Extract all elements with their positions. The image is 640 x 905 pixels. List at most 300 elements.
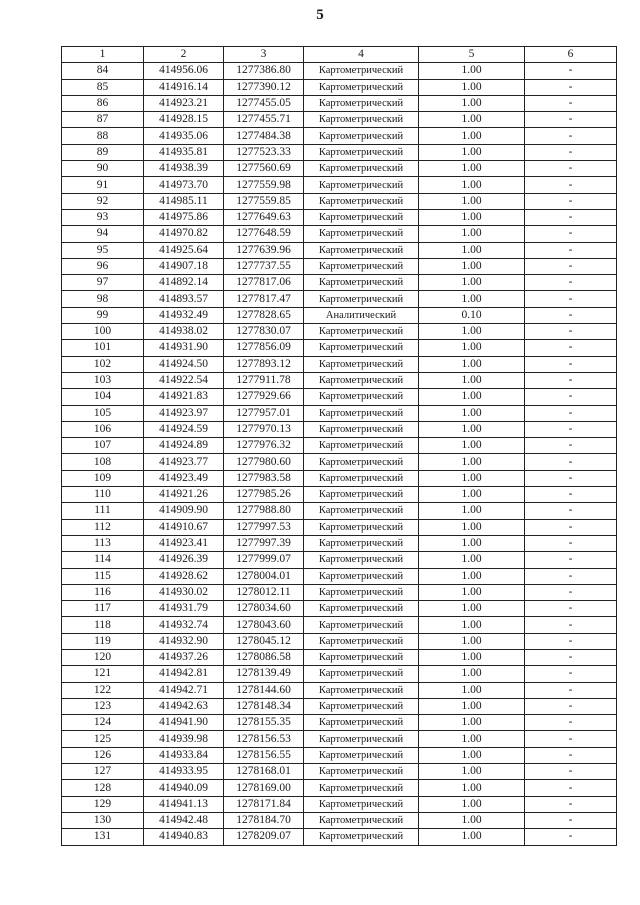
table-row — [62, 698, 617, 714]
table-cell-col-1: 107 — [62, 438, 144, 454]
table-cell-col-1: 119 — [62, 633, 144, 649]
table-cell-col-6: - — [525, 698, 617, 714]
table-cell-col-1: 116 — [62, 584, 144, 600]
table-cell-col-3: 1277639.96 — [224, 242, 304, 258]
table-cell-col-5: 1.00 — [419, 747, 525, 763]
table-cell-col-4: Картометрический — [304, 601, 419, 617]
table-cell-col-5: 1.00 — [419, 193, 525, 209]
table-row — [62, 649, 617, 665]
table-cell-col-3: 1278148.34 — [224, 698, 304, 714]
table-cell-col-3: 1278168.01 — [224, 764, 304, 780]
column-header-5: 5 — [419, 47, 525, 63]
table-cell-col-2: 414975.86 — [144, 209, 224, 225]
table-cell-col-2: 414921.26 — [144, 487, 224, 503]
table-cell-col-6: - — [525, 633, 617, 649]
table-cell-col-5: 1.00 — [419, 519, 525, 535]
table-cell-col-2: 414940.83 — [144, 829, 224, 845]
table-cell-col-4: Картометрический — [304, 258, 419, 274]
table-cell-col-5: 1.00 — [419, 128, 525, 144]
table-cell-col-6: - — [525, 79, 617, 95]
table-cell-col-3: 1277980.60 — [224, 454, 304, 470]
table-cell-col-1: 104 — [62, 389, 144, 405]
table-cell-col-6: - — [525, 372, 617, 388]
page-number: 5 — [316, 7, 324, 23]
table-cell-col-2: 414923.49 — [144, 470, 224, 486]
table-cell-col-2: 414924.50 — [144, 356, 224, 372]
table-cell-col-3: 1277999.07 — [224, 552, 304, 568]
table-row — [62, 584, 617, 600]
table-cell-col-6: - — [525, 340, 617, 356]
table-cell-col-5: 1.00 — [419, 405, 525, 421]
table-row — [62, 177, 617, 193]
table-cell-col-1: 108 — [62, 454, 144, 470]
table-cell-col-5: 1.00 — [419, 568, 525, 584]
table-cell-col-3: 1277560.69 — [224, 161, 304, 177]
table-row — [62, 128, 617, 144]
table-cell-col-2: 414923.97 — [144, 405, 224, 421]
table-cell-col-3: 1278184.70 — [224, 812, 304, 828]
table-cell-col-4: Картометрический — [304, 291, 419, 307]
table-cell-col-4: Картометрический — [304, 128, 419, 144]
table-cell-col-3: 1277929.66 — [224, 389, 304, 405]
table-cell-col-2: 414931.79 — [144, 601, 224, 617]
table-cell-col-3: 1277985.26 — [224, 487, 304, 503]
table-cell-col-4: Картометрический — [304, 324, 419, 340]
table-cell-col-6: - — [525, 454, 617, 470]
table-cell-col-6: - — [525, 829, 617, 845]
table-cell-col-1: 125 — [62, 731, 144, 747]
table-cell-col-1: 96 — [62, 258, 144, 274]
table-row — [62, 487, 617, 503]
table-row — [62, 95, 617, 111]
table-cell-col-5: 1.00 — [419, 601, 525, 617]
table-cell-col-5: 1.00 — [419, 291, 525, 307]
table-row — [62, 112, 617, 128]
table-cell-col-2: 414939.98 — [144, 731, 224, 747]
table-row — [62, 682, 617, 698]
table-cell-col-1: 110 — [62, 487, 144, 503]
table-row — [62, 324, 617, 340]
table-cell-col-3: 1277386.80 — [224, 63, 304, 79]
table-cell-col-4: Картометрический — [304, 177, 419, 193]
table-cell-col-3: 1277455.71 — [224, 112, 304, 128]
table-cell-col-4: Картометрический — [304, 275, 419, 291]
table-cell-col-1: 98 — [62, 291, 144, 307]
table-cell-col-5: 1.00 — [419, 438, 525, 454]
table-cell-col-2: 414942.81 — [144, 666, 224, 682]
table-row — [62, 63, 617, 79]
table-cell-col-5: 1.00 — [419, 340, 525, 356]
table-row — [62, 552, 617, 568]
table-cell-col-1: 120 — [62, 649, 144, 665]
column-header-2: 2 — [144, 47, 224, 63]
table-cell-col-5: 1.00 — [419, 95, 525, 111]
table-row — [62, 747, 617, 763]
coordinates-table — [61, 46, 617, 846]
table-cell-col-2: 414932.90 — [144, 633, 224, 649]
table-cell-col-5: 1.00 — [419, 161, 525, 177]
table-cell-col-2: 414910.67 — [144, 519, 224, 535]
table-cell-col-5: 1.00 — [419, 258, 525, 274]
table-cell-col-1: 128 — [62, 780, 144, 796]
table-cell-col-3: 1277893.12 — [224, 356, 304, 372]
table-cell-col-2: 414940.09 — [144, 780, 224, 796]
table-cell-col-5: 1.00 — [419, 356, 525, 372]
table-row — [62, 438, 617, 454]
table-cell-col-3: 1278155.35 — [224, 715, 304, 731]
table-cell-col-4: Картометрический — [304, 796, 419, 812]
table-cell-col-4: Картометрический — [304, 568, 419, 584]
table-cell-col-6: - — [525, 780, 617, 796]
table-cell-col-1: 92 — [62, 193, 144, 209]
table-cell-col-1: 111 — [62, 503, 144, 519]
table-cell-col-1: 126 — [62, 747, 144, 763]
table-row — [62, 258, 617, 274]
table-cell-col-4: Картометрический — [304, 617, 419, 633]
table-cell-col-4: Картометрический — [304, 242, 419, 258]
table-cell-col-3: 1277983.58 — [224, 470, 304, 486]
table-cell-col-2: 414933.84 — [144, 747, 224, 763]
column-header-1: 1 — [62, 47, 144, 63]
table-row — [62, 161, 617, 177]
table-cell-col-3: 1277988.80 — [224, 503, 304, 519]
table-cell-col-6: - — [525, 144, 617, 160]
table-cell-col-4: Картометрический — [304, 63, 419, 79]
table-cell-col-4: Картометрический — [304, 731, 419, 747]
table-cell-col-4: Картометрический — [304, 372, 419, 388]
table-cell-col-3: 1278043.60 — [224, 617, 304, 633]
table-row — [62, 503, 617, 519]
table-cell-col-4: Картометрический — [304, 487, 419, 503]
table-cell-col-1: 130 — [62, 812, 144, 828]
table-cell-col-3: 1277648.59 — [224, 226, 304, 242]
table-row — [62, 454, 617, 470]
table-cell-col-4: Картометрический — [304, 389, 419, 405]
table-cell-col-2: 414956.06 — [144, 63, 224, 79]
table-cell-col-6: - — [525, 242, 617, 258]
table-cell-col-3: 1277559.98 — [224, 177, 304, 193]
table-cell-col-1: 85 — [62, 79, 144, 95]
table-cell-col-6: - — [525, 112, 617, 128]
table-cell-col-5: 1.00 — [419, 470, 525, 486]
table-cell-col-1: 115 — [62, 568, 144, 584]
table-cell-col-4: Картометрический — [304, 649, 419, 665]
table-cell-col-1: 91 — [62, 177, 144, 193]
table-cell-col-6: - — [525, 764, 617, 780]
header-row — [62, 47, 617, 63]
table-cell-col-5: 1.00 — [419, 649, 525, 665]
table-cell-col-4: Картометрический — [304, 79, 419, 95]
table-cell-col-2: 414923.21 — [144, 95, 224, 111]
table-cell-col-3: 1277817.47 — [224, 291, 304, 307]
table-cell-col-2: 414916.14 — [144, 79, 224, 95]
table-cell-col-3: 1278004.01 — [224, 568, 304, 584]
table-cell-col-4: Картометрический — [304, 780, 419, 796]
column-header-4: 4 — [304, 47, 419, 63]
table-cell-col-1: 118 — [62, 617, 144, 633]
table-cell-col-6: - — [525, 682, 617, 698]
table-cell-col-6: - — [525, 405, 617, 421]
table-cell-col-6: - — [525, 356, 617, 372]
table-cell-col-4: Картометрический — [304, 633, 419, 649]
table-cell-col-4: Картометрический — [304, 503, 419, 519]
table-cell-col-5: 1.00 — [419, 584, 525, 600]
table-cell-col-1: 103 — [62, 372, 144, 388]
table-cell-col-5: 1.00 — [419, 503, 525, 519]
table-cell-col-1: 122 — [62, 682, 144, 698]
table-cell-col-4: Картометрический — [304, 405, 419, 421]
table-cell-col-2: 414928.62 — [144, 568, 224, 584]
table-cell-col-6: - — [525, 275, 617, 291]
table-cell-col-6: - — [525, 601, 617, 617]
table-cell-col-6: - — [525, 552, 617, 568]
table-cell-col-2: 414909.90 — [144, 503, 224, 519]
table-cell-col-3: 1278156.53 — [224, 731, 304, 747]
table-cell-col-5: 1.00 — [419, 764, 525, 780]
table-row — [62, 470, 617, 486]
table-cell-col-4: Картометрический — [304, 438, 419, 454]
table-cell-col-5: 0.10 — [419, 307, 525, 323]
table-cell-col-3: 1278012.11 — [224, 584, 304, 600]
table-cell-col-5: 1.00 — [419, 112, 525, 128]
table-cell-col-3: 1277523.33 — [224, 144, 304, 160]
table-row — [62, 291, 617, 307]
table-cell-col-1: 131 — [62, 829, 144, 845]
table-cell-col-5: 1.00 — [419, 209, 525, 225]
table-row — [62, 568, 617, 584]
table-cell-col-5: 1.00 — [419, 421, 525, 437]
table-cell-col-4: Картометрический — [304, 95, 419, 111]
table-cell-col-4: Картометрический — [304, 470, 419, 486]
table-cell-col-4: Картометрический — [304, 829, 419, 845]
table-cell-col-5: 1.00 — [419, 79, 525, 95]
table-cell-col-6: - — [525, 438, 617, 454]
table-row — [62, 715, 617, 731]
table-cell-col-4: Картометрический — [304, 161, 419, 177]
table-cell-col-3: 1278045.12 — [224, 633, 304, 649]
table-cell-col-3: 1278156.55 — [224, 747, 304, 763]
table-cell-col-2: 414893.57 — [144, 291, 224, 307]
table-cell-col-1: 102 — [62, 356, 144, 372]
table-row — [62, 829, 617, 845]
table-cell-col-1: 95 — [62, 242, 144, 258]
table-cell-col-6: - — [525, 535, 617, 551]
table-cell-col-5: 1.00 — [419, 535, 525, 551]
table-cell-col-1: 99 — [62, 307, 144, 323]
table-row — [62, 519, 617, 535]
table-cell-col-3: 1277830.07 — [224, 324, 304, 340]
table-row — [62, 601, 617, 617]
table-cell-col-3: 1277976.32 — [224, 438, 304, 454]
table-cell-col-2: 414941.13 — [144, 796, 224, 812]
table-cell-col-4: Аналитический — [304, 307, 419, 323]
table-cell-col-4: Картометрический — [304, 209, 419, 225]
table-cell-col-3: 1278171.84 — [224, 796, 304, 812]
table-cell-col-5: 1.00 — [419, 812, 525, 828]
table-row — [62, 812, 617, 828]
table-cell-col-6: - — [525, 715, 617, 731]
table-cell-col-6: - — [525, 161, 617, 177]
table-cell-col-2: 414923.77 — [144, 454, 224, 470]
table-cell-col-5: 1.00 — [419, 780, 525, 796]
table-cell-col-2: 414933.95 — [144, 764, 224, 780]
table-cell-col-6: - — [525, 209, 617, 225]
table-cell-col-2: 414932.74 — [144, 617, 224, 633]
table-row — [62, 340, 617, 356]
table-row — [62, 633, 617, 649]
table-cell-col-3: 1278144.60 — [224, 682, 304, 698]
table-cell-col-5: 1.00 — [419, 242, 525, 258]
table-cell-col-2: 414942.48 — [144, 812, 224, 828]
table-cell-col-5: 1.00 — [419, 226, 525, 242]
table-cell-col-3: 1277649.63 — [224, 209, 304, 225]
table-cell-col-6: - — [525, 731, 617, 747]
table-cell-col-2: 414942.71 — [144, 682, 224, 698]
table-cell-col-4: Картометрический — [304, 454, 419, 470]
table-cell-col-2: 414928.15 — [144, 112, 224, 128]
table-cell-col-1: 90 — [62, 161, 144, 177]
table-row — [62, 372, 617, 388]
table-cell-col-1: 86 — [62, 95, 144, 111]
table-cell-col-4: Картометрический — [304, 535, 419, 551]
table-cell-col-3: 1277559.85 — [224, 193, 304, 209]
table-cell-col-5: 1.00 — [419, 698, 525, 714]
table-cell-col-2: 414938.02 — [144, 324, 224, 340]
table-cell-col-3: 1277828.65 — [224, 307, 304, 323]
table-cell-col-6: - — [525, 128, 617, 144]
table-cell-col-5: 1.00 — [419, 715, 525, 731]
table-cell-col-6: - — [525, 666, 617, 682]
table-cell-col-1: 129 — [62, 796, 144, 812]
table-cell-col-2: 414924.89 — [144, 438, 224, 454]
table-cell-col-5: 1.00 — [419, 796, 525, 812]
table-cell-col-6: - — [525, 307, 617, 323]
table-row — [62, 79, 617, 95]
table-cell-col-3: 1277997.53 — [224, 519, 304, 535]
table-cell-col-2: 414935.06 — [144, 128, 224, 144]
table-cell-col-2: 414923.41 — [144, 535, 224, 551]
table-row — [62, 389, 617, 405]
table-cell-col-4: Картометрический — [304, 812, 419, 828]
table-cell-col-4: Картометрический — [304, 698, 419, 714]
table-row — [62, 617, 617, 633]
table-cell-col-4: Картометрический — [304, 666, 419, 682]
table-cell-col-6: - — [525, 389, 617, 405]
table-cell-col-6: - — [525, 95, 617, 111]
table-cell-col-3: 1277997.39 — [224, 535, 304, 551]
table-cell-col-6: - — [525, 226, 617, 242]
table-cell-col-1: 127 — [62, 764, 144, 780]
table-cell-col-5: 1.00 — [419, 666, 525, 682]
table-cell-col-1: 100 — [62, 324, 144, 340]
table-body — [62, 63, 617, 845]
table-cell-col-1: 121 — [62, 666, 144, 682]
table-cell-col-5: 1.00 — [419, 144, 525, 160]
table-cell-col-4: Картометрический — [304, 193, 419, 209]
table-cell-col-6: - — [525, 324, 617, 340]
table-cell-col-3: 1277970.13 — [224, 421, 304, 437]
table-row — [62, 780, 617, 796]
table-cell-col-6: - — [525, 487, 617, 503]
table-cell-col-2: 414932.49 — [144, 307, 224, 323]
table-cell-col-5: 1.00 — [419, 617, 525, 633]
table-cell-col-5: 1.00 — [419, 829, 525, 845]
table-cell-col-5: 1.00 — [419, 682, 525, 698]
table-cell-col-4: Картометрический — [304, 715, 419, 731]
table-cell-col-5: 1.00 — [419, 552, 525, 568]
table-cell-col-1: 87 — [62, 112, 144, 128]
table-row — [62, 764, 617, 780]
table-cell-col-1: 117 — [62, 601, 144, 617]
table-cell-col-1: 84 — [62, 63, 144, 79]
table-cell-col-4: Картометрический — [304, 552, 419, 568]
table-cell-col-2: 414924.59 — [144, 421, 224, 437]
table-cell-col-6: - — [525, 568, 617, 584]
table-cell-col-4: Картометрический — [304, 144, 419, 160]
table-cell-col-5: 1.00 — [419, 633, 525, 649]
table-cell-col-1: 106 — [62, 421, 144, 437]
table-cell-col-6: - — [525, 421, 617, 437]
table-cell-col-2: 414907.18 — [144, 258, 224, 274]
table-row — [62, 209, 617, 225]
table-cell-col-4: Картометрический — [304, 421, 419, 437]
table-cell-col-6: - — [525, 177, 617, 193]
table-cell-col-6: - — [525, 812, 617, 828]
table-cell-col-6: - — [525, 747, 617, 763]
table-row — [62, 356, 617, 372]
table-cell-col-2: 414925.64 — [144, 242, 224, 258]
table-cell-col-2: 414931.90 — [144, 340, 224, 356]
table-cell-col-3: 1277957.01 — [224, 405, 304, 421]
table-cell-col-3: 1277911.78 — [224, 372, 304, 388]
table-cell-col-4: Картометрический — [304, 682, 419, 698]
table-cell-col-2: 414922.54 — [144, 372, 224, 388]
table-cell-col-6: - — [525, 258, 617, 274]
table-cell-col-1: 112 — [62, 519, 144, 535]
table-cell-col-5: 1.00 — [419, 389, 525, 405]
table-cell-col-6: - — [525, 470, 617, 486]
table-cell-col-6: - — [525, 193, 617, 209]
table-cell-col-2: 414892.14 — [144, 275, 224, 291]
table-cell-col-5: 1.00 — [419, 63, 525, 79]
table-row — [62, 226, 617, 242]
table-cell-col-6: - — [525, 291, 617, 307]
table-cell-col-4: Картометрический — [304, 747, 419, 763]
table-cell-col-3: 1277856.09 — [224, 340, 304, 356]
table-cell-col-1: 105 — [62, 405, 144, 421]
table-cell-col-5: 1.00 — [419, 275, 525, 291]
table-cell-col-3: 1277817.06 — [224, 275, 304, 291]
table-row — [62, 421, 617, 437]
table-cell-col-2: 414926.39 — [144, 552, 224, 568]
table-cell-col-3: 1278034.60 — [224, 601, 304, 617]
table-cell-col-2: 414973.70 — [144, 177, 224, 193]
table-cell-col-6: - — [525, 796, 617, 812]
table-cell-col-4: Картометрический — [304, 340, 419, 356]
table-cell-col-1: 94 — [62, 226, 144, 242]
table-row — [62, 275, 617, 291]
table-row — [62, 666, 617, 682]
table-cell-col-3: 1277390.12 — [224, 79, 304, 95]
table-cell-col-1: 101 — [62, 340, 144, 356]
table-cell-col-2: 414938.39 — [144, 161, 224, 177]
table-cell-col-5: 1.00 — [419, 487, 525, 503]
table-row — [62, 144, 617, 160]
table-cell-col-5: 1.00 — [419, 324, 525, 340]
table-cell-col-3: 1278169.00 — [224, 780, 304, 796]
table-cell-col-3: 1277484.38 — [224, 128, 304, 144]
table-cell-col-1: 88 — [62, 128, 144, 144]
